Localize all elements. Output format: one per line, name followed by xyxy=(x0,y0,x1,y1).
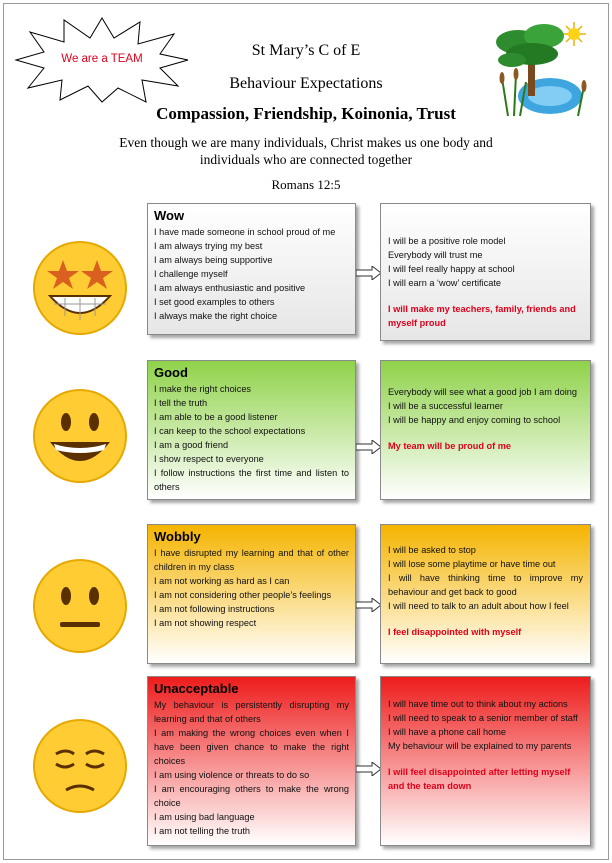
section-title-wobbly: Wobbly xyxy=(154,529,201,544)
behaviour-item: I am always trying my best xyxy=(154,241,263,251)
good-outcomes-box xyxy=(380,360,591,500)
outcome-item: Everybody will trust me xyxy=(388,250,483,260)
behaviour-item: I set good examples to others xyxy=(154,297,275,307)
behaviour-item: I am not telling the truth xyxy=(154,826,251,836)
behaviour-item: I am making the wrong choices even when I have been given chance to make the right choices xyxy=(154,728,349,766)
behaviour-item: I show respect to everyone xyxy=(154,454,264,464)
outcome-summary: I feel disappointed with myself xyxy=(388,627,522,637)
section-title-unacceptable: Unacceptable xyxy=(154,681,239,696)
behaviour-item: I follow instructions the first time and listen to others xyxy=(154,468,349,492)
outcome-item: Everybody will see what a good job I am doing xyxy=(388,387,577,397)
behaviour-item: I am not showing respect xyxy=(154,618,257,628)
unacceptable-outcomes-box xyxy=(380,676,591,846)
unacceptable-behaviours-box xyxy=(147,676,356,846)
neutral-face-emoji-icon xyxy=(30,556,130,656)
behaviour-item: I make the right choices xyxy=(154,384,252,394)
outcome-item: I will need to speak to a senior member of staff xyxy=(388,713,578,723)
behaviour-item: I am using violence or threats to do so xyxy=(154,770,310,780)
outcome-item: I will be a positive role model xyxy=(388,236,506,246)
behaviour-item: I am not considering other people’s feelings xyxy=(154,590,332,600)
wow-behaviours-box xyxy=(147,203,356,335)
grinning-emoji-icon xyxy=(30,386,130,486)
outcome-item: I will have thinking time to improve my behaviour and get back to good xyxy=(388,573,583,597)
right-arrow-icon xyxy=(356,440,382,454)
wobbly-behaviours-box xyxy=(147,524,356,664)
school-values: Compassion, Friendship, Koinonia, Trust xyxy=(156,104,456,123)
tree-pond-sun-icon xyxy=(488,16,592,120)
outcome-item: I will earn a ‘wow’ certificate xyxy=(388,278,502,288)
star-struck-emoji-icon xyxy=(30,238,130,338)
outcome-summary: I will make my teachers, family, friends and myself proud xyxy=(388,304,576,328)
behaviour-item: I am always enthusiastic and positive xyxy=(154,283,306,293)
wow-outcomes-box xyxy=(380,203,591,341)
behaviour-item: I am not following instructions xyxy=(154,604,275,614)
behaviour-item: I am encouraging others to make the wrong choice xyxy=(154,784,349,808)
outcome-item: I will be happy and enjoy coming to school xyxy=(388,415,561,425)
behaviour-item: I have disrupted my learning and that of other children in my class xyxy=(154,548,349,572)
behaviour-item: I am using bad language xyxy=(154,812,255,822)
behaviour-item: I am able to be a good listener xyxy=(154,412,278,422)
right-arrow-icon xyxy=(356,598,382,612)
outcome-item: I will be a successful learner xyxy=(388,401,503,411)
behaviour-item: I tell the truth xyxy=(154,398,208,408)
section-title-good: Good xyxy=(154,365,188,380)
behaviour-item: I am not working as hard as I can xyxy=(154,576,290,586)
school-name: St Mary’s C of E xyxy=(251,42,361,59)
behaviour-item: I have made someone in school proud of me xyxy=(154,227,336,237)
section-title-wow: Wow xyxy=(154,208,185,223)
behaviour-item: I am a good friend xyxy=(154,440,229,450)
right-arrow-icon xyxy=(356,762,382,776)
right-arrow-icon xyxy=(356,266,382,280)
team-badge-text: We are a TEAM xyxy=(61,53,143,65)
verse-reference: Romans 12:5 xyxy=(271,177,341,192)
outcome-summary: I will feel disappointed after letting myself and the team down xyxy=(388,767,571,791)
behaviour-item: I can keep to the school expectations xyxy=(154,426,306,436)
outcome-item: I will need to talk to an adult about how I feel xyxy=(388,601,569,611)
outcome-item: I will have a phone call home xyxy=(388,727,506,737)
outcome-item: I will have time out to think about my actions xyxy=(388,699,568,709)
outcome-summary: My team will be proud of me xyxy=(388,441,512,451)
behaviour-item: My behaviour is persistently disrupting my learning and that of others xyxy=(154,700,349,724)
behaviour-item: I always make the right choice xyxy=(154,311,278,321)
pensive-face-emoji-icon xyxy=(30,716,130,816)
outcome-item: I will lose some playtime or have time out xyxy=(388,559,556,569)
outcome-item: I will be asked to stop xyxy=(388,545,476,555)
outcome-item: My behaviour will be explained to my parents xyxy=(388,741,572,751)
bible-verse: Even though we are many individuals, Christ makes us one body and individuals who are connected together xyxy=(119,135,493,167)
wobbly-outcomes-box xyxy=(380,524,591,664)
page-title: Behaviour Expectations xyxy=(229,75,383,92)
outcome-item: I will feel really happy at school xyxy=(388,264,515,274)
behaviour-item: I am always being supportive xyxy=(154,255,273,265)
good-behaviours-box xyxy=(147,360,356,500)
behaviour-item: I challenge myself xyxy=(154,269,228,279)
